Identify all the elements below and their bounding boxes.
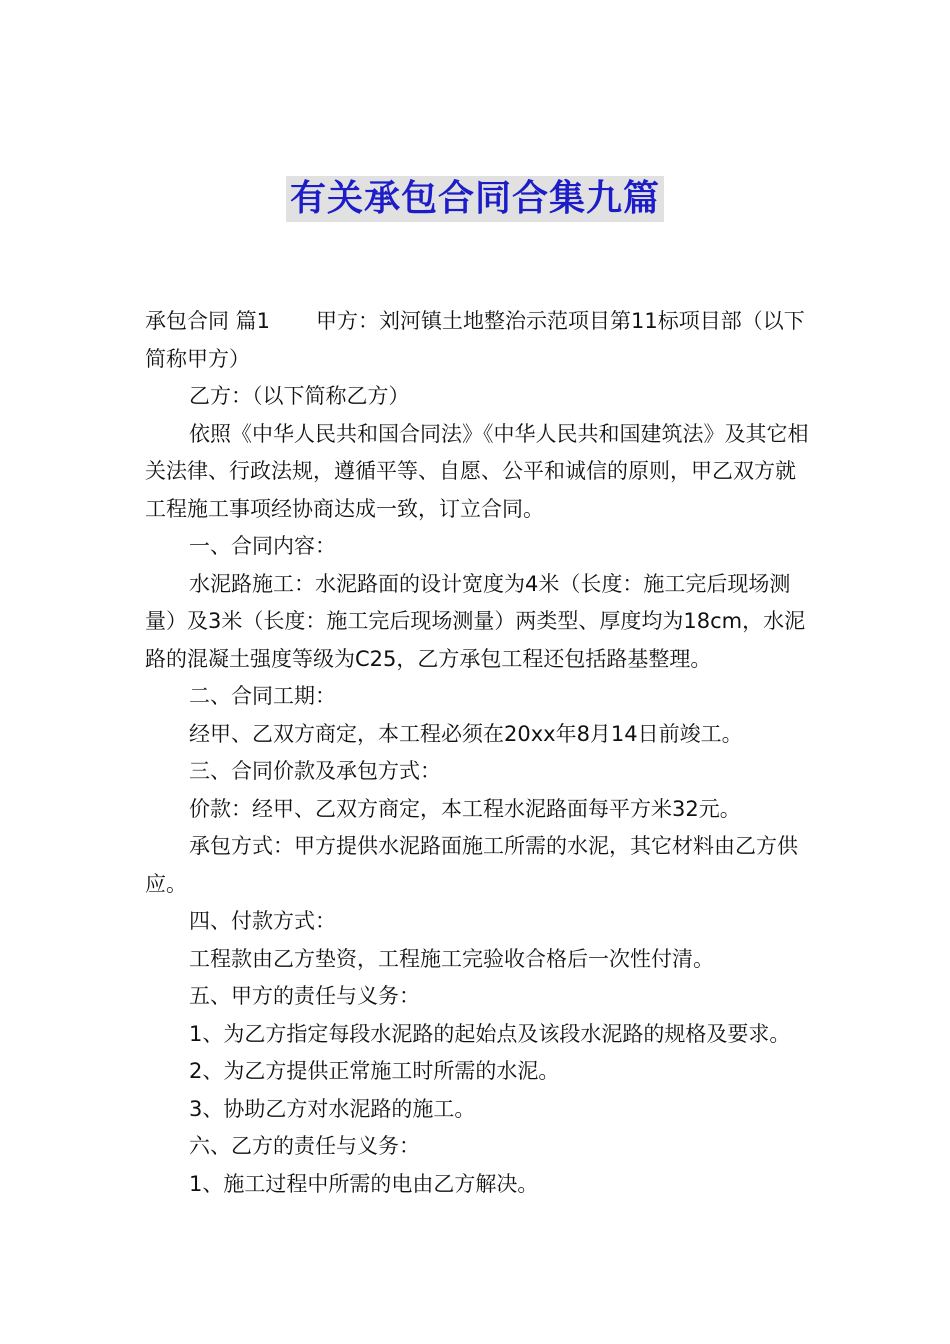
- document-title: 有关承包合同合集九篇: [286, 176, 664, 222]
- document-body: [145, 303, 815, 1203]
- party-b-line: 乙方：（以下简称乙方）: [189, 384, 410, 408]
- title-container: [0, 176, 950, 222]
- section-5-item-2: 2、为乙方提供正常施工时所需的水泥。: [189, 1059, 560, 1083]
- section-4-heading: 四、付款方式：: [189, 909, 336, 933]
- section-4-text: 工程款由乙方垫资，工程施工完验收合格后一次性付清。: [189, 946, 714, 971]
- intro-paragraph: 依照《中华人民共和国合同法》《中华人民共和国建筑法》及其它相关法律、行政法规，遵循平等、自愿、公平和诚信的原则，甲乙双方就工程施工事项经协商达成一致，订立合同。: [145, 421, 809, 521]
- section-6-item-1: 1、施工过程中所需的电由乙方解决。: [189, 1171, 539, 1196]
- contract-opening: [145, 303, 815, 378]
- section-1-heading: 一、合同内容：: [189, 534, 336, 558]
- section-6-heading: 六、乙方的责任与义务：: [189, 1134, 420, 1158]
- section-3-price: 价款：经甲、乙双方商定，本工程水泥路面每平方米32元。: [189, 796, 741, 821]
- section-5-item-3: 3、协助乙方对水泥路的施工。: [189, 1096, 476, 1121]
- section-3-method: 承包方式：甲方提供水泥路面施工所需的水泥，其它材料由乙方供应。: [145, 834, 798, 896]
- section-label: 承包合同 篇1: [145, 309, 271, 333]
- section-2-text: 经甲、乙双方商定，本工程必须在20xx年8月14日前竣工。: [189, 721, 743, 746]
- party-a-line: 甲方：刘河镇土地整治示范项目第11标项目部（以下简称甲方）: [145, 309, 805, 371]
- section-2-heading: 二、合同工期：: [189, 684, 336, 708]
- section-5-item-1: 1、为乙方指定每段水泥路的起始点及该段水泥路的规格及要求。: [189, 1021, 791, 1046]
- section-1-text: 水泥路施工：水泥路面的设计宽度为4米（长度：施工完后现场测量）及3米（长度：施工完后现场测量）两类型、厚度均为18cm，水泥路的混凝土强度等级为C25，乙方承包工程还包括路基整理。: [145, 571, 806, 671]
- section-3-heading: 三、合同价款及承包方式：: [189, 759, 441, 783]
- section-5-heading: 五、甲方的责任与义务：: [189, 984, 420, 1008]
